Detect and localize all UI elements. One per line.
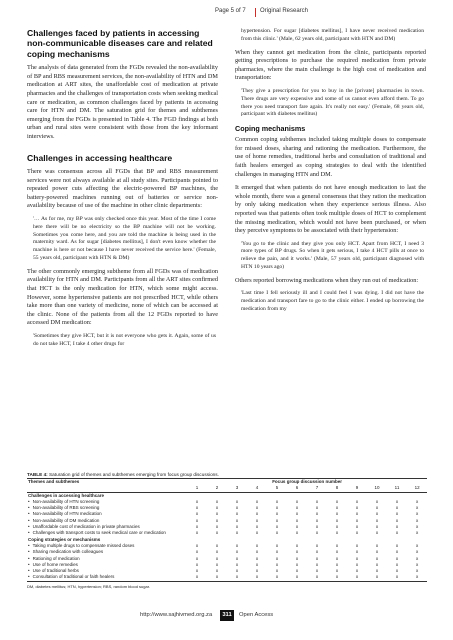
saturation-mark: x xyxy=(255,549,259,555)
saturation-mark: x xyxy=(355,530,359,536)
page-number: 311 xyxy=(220,610,234,621)
fgd-number-header: 4 xyxy=(247,485,267,492)
saturation-mark: x xyxy=(355,505,359,511)
subtheme-label: • Sharing medication with colleagues xyxy=(27,549,187,555)
saturation-mark: x xyxy=(235,524,239,530)
paragraph: When they cannot get medication from the clinic, participants reported getting prescriptions to purchase the required medication from private pharmacies, where the main challenge is the high cost of medication and transportation: xyxy=(235,48,426,82)
participant-quote: '… As for me, my BP was only checked once this year. Most of the time I come here there will be no electricity so the BP machine will not be working. Sometimes you come here, and you are told the machine is being used in the maternity ward. As for sugar [diabetes mellitus], I don't even know whether the machine is here or not because I have never received the service here.' (Female, 55 years old, participant with HTN & DM) xyxy=(33,215,216,261)
saturation-mark: x xyxy=(235,530,239,536)
saturation-mark: x xyxy=(215,555,219,561)
header-divider xyxy=(255,8,256,17)
saturation-mark: x xyxy=(255,505,259,511)
saturation-mark: x xyxy=(415,549,419,555)
saturation-mark: x xyxy=(255,555,259,561)
saturation-mark: x xyxy=(235,498,239,504)
saturation-mark: x xyxy=(355,511,359,517)
subtheme-label: • Use of traditional herbs xyxy=(27,568,187,574)
saturation-mark: x xyxy=(395,505,399,511)
saturation-mark: x xyxy=(315,542,319,548)
paragraph: The other commonly emerging subtheme from all FGDs was of medication availability for HTN and DM. Participants from all the ART sites confirmed that HCT is the only medication for HTN, which some might access. However, some hypertensive patients are not prescribed HCT, while others take more than one variety of medicine, none of which can be accessed at the clinic. None of the patients from all the 12 FGDs reported to have accessed DM medication: xyxy=(27,267,218,327)
saturation-mark: x xyxy=(375,549,379,555)
saturation-mark: x xyxy=(335,568,339,574)
saturation-mark: x xyxy=(355,568,359,574)
saturation-mark: x xyxy=(275,517,279,523)
saturation-mark: x xyxy=(315,505,319,511)
saturation-mark: x xyxy=(327,574,347,581)
saturation-mark: x xyxy=(215,498,219,504)
saturation-mark: x xyxy=(415,524,419,530)
saturation-mark: x xyxy=(295,568,299,574)
column-header-fgd: Focus group discussion number xyxy=(187,479,427,486)
saturation-mark: x xyxy=(375,517,379,523)
saturation-mark: x xyxy=(275,568,279,574)
saturation-mark: x xyxy=(215,561,219,567)
table-4 xyxy=(27,472,427,589)
saturation-mark: x xyxy=(395,511,399,517)
saturation-mark: x xyxy=(307,574,327,581)
saturation-mark: x xyxy=(215,549,219,555)
saturation-mark: x xyxy=(315,530,319,536)
paragraph: It emerged that when patients do not have enough medication to last the whole month, there was a general consensus that they ration the medication by only taking medication when they experience serious illness. Also reported was that patients often took multiple doses of HCT to complement the missing medication, which would not have been purchased, or when they perceive symptoms to be associated with their hypertension: xyxy=(235,184,426,235)
saturation-mark: x xyxy=(395,549,399,555)
participant-quote: 'You go to the clinic and they give you only HCT. Apart from HCT, I need 3 more types of BP drugs. So when it gets serious, I take 4 HCT pills at once to relieve the pain, and it works.' (Male, 57 years old, participant diagnosed with HTN 10 years ago) xyxy=(241,240,424,271)
saturation-mark: x xyxy=(415,505,419,511)
saturation-mark: x xyxy=(195,517,199,523)
participant-quote: hypertension. For sugar [diabetes mellitus], I have never received medication from this clinic.' (Male, 62 years old, participant with HTN and DM) xyxy=(241,28,424,42)
saturation-mark: x xyxy=(187,574,207,581)
saturation-mark: x xyxy=(375,498,379,504)
saturation-mark: x xyxy=(255,498,259,504)
saturation-mark: x xyxy=(255,511,259,517)
saturation-mark: x xyxy=(235,549,239,555)
table-group-row xyxy=(27,492,427,499)
saturation-mark: x xyxy=(215,524,219,530)
saturation-mark: x xyxy=(355,542,359,548)
saturation-mark: x xyxy=(335,542,339,548)
saturation-mark: x xyxy=(215,511,219,517)
saturation-mark: x xyxy=(315,561,319,567)
saturation-mark: x xyxy=(255,517,259,523)
saturation-mark: x xyxy=(227,574,247,581)
saturation-mark: x xyxy=(295,561,299,567)
saturation-mark: x xyxy=(275,524,279,530)
saturation-mark: x xyxy=(255,524,259,530)
saturation-mark: x xyxy=(415,530,419,536)
participant-quote: 'Sometimes they give HCT, but it is not everyone who gets it. Again, some of us do not take HCT, I take 4 other drugs for xyxy=(33,332,216,347)
saturation-mark: x xyxy=(295,517,299,523)
saturation-mark: x xyxy=(215,530,219,536)
saturation-mark: x xyxy=(375,530,379,536)
saturation-mark: x xyxy=(195,498,199,504)
saturation-mark: x xyxy=(395,517,399,523)
paragraph: There was consensus across all FGDs that BP and RBS measurement services were not always available at all study sites. Participants pointed to repeated power cuts affecting the electric-powered BP machines, the battery-powered machines running out of batteries or service non-availability because of use of the machine in other clinic departments: xyxy=(27,167,218,210)
saturation-mark: x xyxy=(195,555,199,561)
saturation-mark: x xyxy=(215,568,219,574)
saturation-mark: x xyxy=(415,555,419,561)
saturation-mark: x xyxy=(275,511,279,517)
saturation-mark: x xyxy=(315,555,319,561)
saturation-mark: x xyxy=(335,511,339,517)
saturation-mark: x xyxy=(415,498,419,504)
saturation-mark: x xyxy=(395,555,399,561)
right-column xyxy=(235,28,426,319)
table-row xyxy=(27,574,427,581)
saturation-mark: x xyxy=(375,524,379,530)
fgd-number-header: 1 xyxy=(187,485,207,492)
section-heading-challenges-faced: Challenges faced by patients in accessing non-communicable diseases care and related coping mechanisms xyxy=(27,28,213,59)
saturation-mark: x xyxy=(315,498,319,504)
saturation-mark: x xyxy=(395,542,399,548)
open-access-label: Open Access xyxy=(239,612,274,618)
subtheme-label: • Taking multiple drugs to compensate missed doses xyxy=(27,543,187,549)
saturation-mark: x xyxy=(275,498,279,504)
left-column xyxy=(27,28,218,353)
journal-url-link[interactable]: http://www.sajhivmed.org.za xyxy=(140,612,213,618)
saturation-mark: x xyxy=(195,524,199,530)
saturation-mark: x xyxy=(235,505,239,511)
subtheme-label: • Non-availability of HTN medication xyxy=(27,511,187,517)
subtheme-label: • Challenges with transport costs to seek medical care or medication xyxy=(27,530,187,536)
fgd-number-header: 8 xyxy=(327,485,347,492)
saturation-mark: x xyxy=(335,555,339,561)
fgd-number-header: 7 xyxy=(307,485,327,492)
saturation-mark: x xyxy=(395,568,399,574)
saturation-mark: x xyxy=(415,517,419,523)
saturation-mark: x xyxy=(215,542,219,548)
saturation-mark: x xyxy=(335,517,339,523)
fgd-number-header: 5 xyxy=(267,485,287,492)
subtheme-label: • Unaffordable cost of medication in private pharmacies xyxy=(27,524,187,530)
table-group-title: Challenges in accessing healthcare xyxy=(28,492,105,498)
subtheme-label: • Consultation of traditional or faith healers xyxy=(27,574,187,581)
saturation-mark: x xyxy=(235,511,239,517)
saturation-mark: x xyxy=(295,549,299,555)
saturation-mark: x xyxy=(335,530,339,536)
saturation-mark: x xyxy=(355,517,359,523)
saturation-mark: x xyxy=(255,530,259,536)
saturation-mark: x xyxy=(195,568,199,574)
saturation-mark: x xyxy=(347,574,367,581)
saturation-mark: x xyxy=(295,498,299,504)
saturation-mark: x xyxy=(195,505,199,511)
saturation-mark: x xyxy=(355,524,359,530)
saturation-mark: x xyxy=(375,542,379,548)
fgd-number-header: 6 xyxy=(287,485,307,492)
saturation-mark: x xyxy=(275,530,279,536)
saturation-mark: x xyxy=(395,530,399,536)
saturation-mark: x xyxy=(355,498,359,504)
saturation-mark: x xyxy=(375,555,379,561)
saturation-grid-table xyxy=(27,478,427,582)
saturation-mark: x xyxy=(255,561,259,567)
subtheme-label: • Non-availability of HTN screening xyxy=(27,499,187,505)
page-footer xyxy=(0,610,453,622)
saturation-mark: x xyxy=(287,574,307,581)
saturation-mark: x xyxy=(395,498,399,504)
saturation-mark: x xyxy=(267,574,287,581)
saturation-mark: x xyxy=(235,568,239,574)
saturation-mark: x xyxy=(415,511,419,517)
saturation-mark: x xyxy=(235,517,239,523)
fgd-number-header: 9 xyxy=(347,485,367,492)
saturation-mark: x xyxy=(355,549,359,555)
saturation-mark: x xyxy=(415,542,419,548)
fgd-number-header: 10 xyxy=(367,485,387,492)
saturation-mark: x xyxy=(375,511,379,517)
saturation-mark: x xyxy=(247,574,267,581)
page-indicator: Page 5 of 7 xyxy=(215,8,246,14)
saturation-mark: x xyxy=(275,549,279,555)
saturation-mark: x xyxy=(195,549,199,555)
saturation-mark: x xyxy=(387,574,407,581)
section-heading-accessing-healthcare: Challenges in accessing healthcare xyxy=(27,152,173,163)
saturation-mark: x xyxy=(355,561,359,567)
saturation-mark: x xyxy=(195,530,199,536)
saturation-mark: x xyxy=(315,511,319,517)
saturation-mark: x xyxy=(395,561,399,567)
saturation-mark: x xyxy=(235,555,239,561)
saturation-mark: x xyxy=(315,568,319,574)
subtheme-label: • Use of home remedies xyxy=(27,562,187,568)
saturation-mark: x xyxy=(407,574,427,581)
saturation-mark: x xyxy=(235,542,239,548)
saturation-mark: x xyxy=(275,542,279,548)
saturation-mark: x xyxy=(315,549,319,555)
saturation-mark: x xyxy=(255,542,259,548)
saturation-mark: x xyxy=(195,511,199,517)
subtheme-label: • Non-availability of DM medication xyxy=(27,518,187,524)
saturation-mark: x xyxy=(195,542,199,548)
saturation-mark: x xyxy=(295,511,299,517)
saturation-mark: x xyxy=(335,549,339,555)
participant-quote: 'They give a prescription for you to buy in the [private] pharmacies in town. There drugs are very expensive and some of us cannot even afford them. To go there you need transport fare again. It's really not easy.' (Female, 68 years old, participant with diabetes mellitus) xyxy=(241,87,424,118)
saturation-mark: x xyxy=(375,568,379,574)
article-type-label: Original Research xyxy=(260,8,309,14)
subtheme-label: • Rationing of medication xyxy=(27,556,187,562)
saturation-mark: x xyxy=(415,568,419,574)
subtheme-label: • Non-availability of RBS screening xyxy=(27,505,187,511)
paragraph: Others reported borrowing medications when they run out of medication: xyxy=(235,276,419,284)
saturation-mark: x xyxy=(235,561,239,567)
saturation-mark: x xyxy=(195,561,199,567)
saturation-mark: x xyxy=(295,530,299,536)
page-header xyxy=(0,8,453,18)
saturation-mark: x xyxy=(215,517,219,523)
saturation-mark: x xyxy=(415,561,419,567)
saturation-mark: x xyxy=(295,524,299,530)
saturation-mark: x xyxy=(367,574,387,581)
subsection-heading-coping: Coping mechanisms xyxy=(235,124,306,134)
paragraph: Common coping subthemes included taking multiple doses to compensate for missed doses, sharing and rationing the medication. Furthermore, the use of home remedies, traditional herbs and consultation of traditional and faith healers emerged as coping strategies to deal with the identified challenges in managing HTN and DM. xyxy=(235,136,426,178)
fgd-number-header: 2 xyxy=(207,485,227,492)
participant-quote: 'Last time I fell seriously ill and I could feel I was dying. I did not have the medication and transport fare to go to the clinic either. I ended up borrowing the medication from my xyxy=(241,290,424,313)
table-abbreviations: DM, diabetes mellitus; HTN, hypertension; RBS, random blood sugar. xyxy=(27,583,150,589)
saturation-mark: x xyxy=(335,524,339,530)
paragraph: The analysis of data generated from the FGDs revealed the non-availability of BP and RBS measurement services, the non-availability of HTN and DM medication at ART sites, the unaffordable cost of medication at private pharmacies and the challenges of transportation costs when seeking medical care or medication, as common challenges faced by patients in accessing care for HTN and DM. The saturation grid for themes and subthemes emerging from the FGDs is presented in Table 4. The FGD findings at both urban and rural sites were consistent with those from the key informant interviews. xyxy=(27,64,218,140)
fgd-number-header: 11 xyxy=(387,485,407,492)
column-header-themes: Themes and subthemes xyxy=(27,479,187,486)
saturation-mark: x xyxy=(275,561,279,567)
table-group-title: Coping strategies or mechanisms xyxy=(28,536,101,542)
saturation-mark: x xyxy=(335,561,339,567)
saturation-mark: x xyxy=(275,555,279,561)
saturation-mark: x xyxy=(295,555,299,561)
saturation-mark: x xyxy=(215,505,219,511)
saturation-mark: x xyxy=(295,542,299,548)
saturation-mark: x xyxy=(335,505,339,511)
saturation-mark: x xyxy=(375,561,379,567)
saturation-mark: x xyxy=(375,505,379,511)
fgd-number-header: 12 xyxy=(407,485,427,492)
saturation-mark: x xyxy=(335,498,339,504)
saturation-mark: x xyxy=(295,505,299,511)
saturation-mark: x xyxy=(315,524,319,530)
saturation-mark: x xyxy=(315,517,319,523)
saturation-mark: x xyxy=(207,574,227,581)
saturation-mark: x xyxy=(255,568,259,574)
table-caption: TABLE 4: Saturation grid of themes and subthemes emerging from focus group discussions. xyxy=(27,472,219,477)
saturation-mark: x xyxy=(275,505,279,511)
fgd-number-header: 3 xyxy=(227,485,247,492)
saturation-mark: x xyxy=(395,524,399,530)
saturation-mark: x xyxy=(355,555,359,561)
